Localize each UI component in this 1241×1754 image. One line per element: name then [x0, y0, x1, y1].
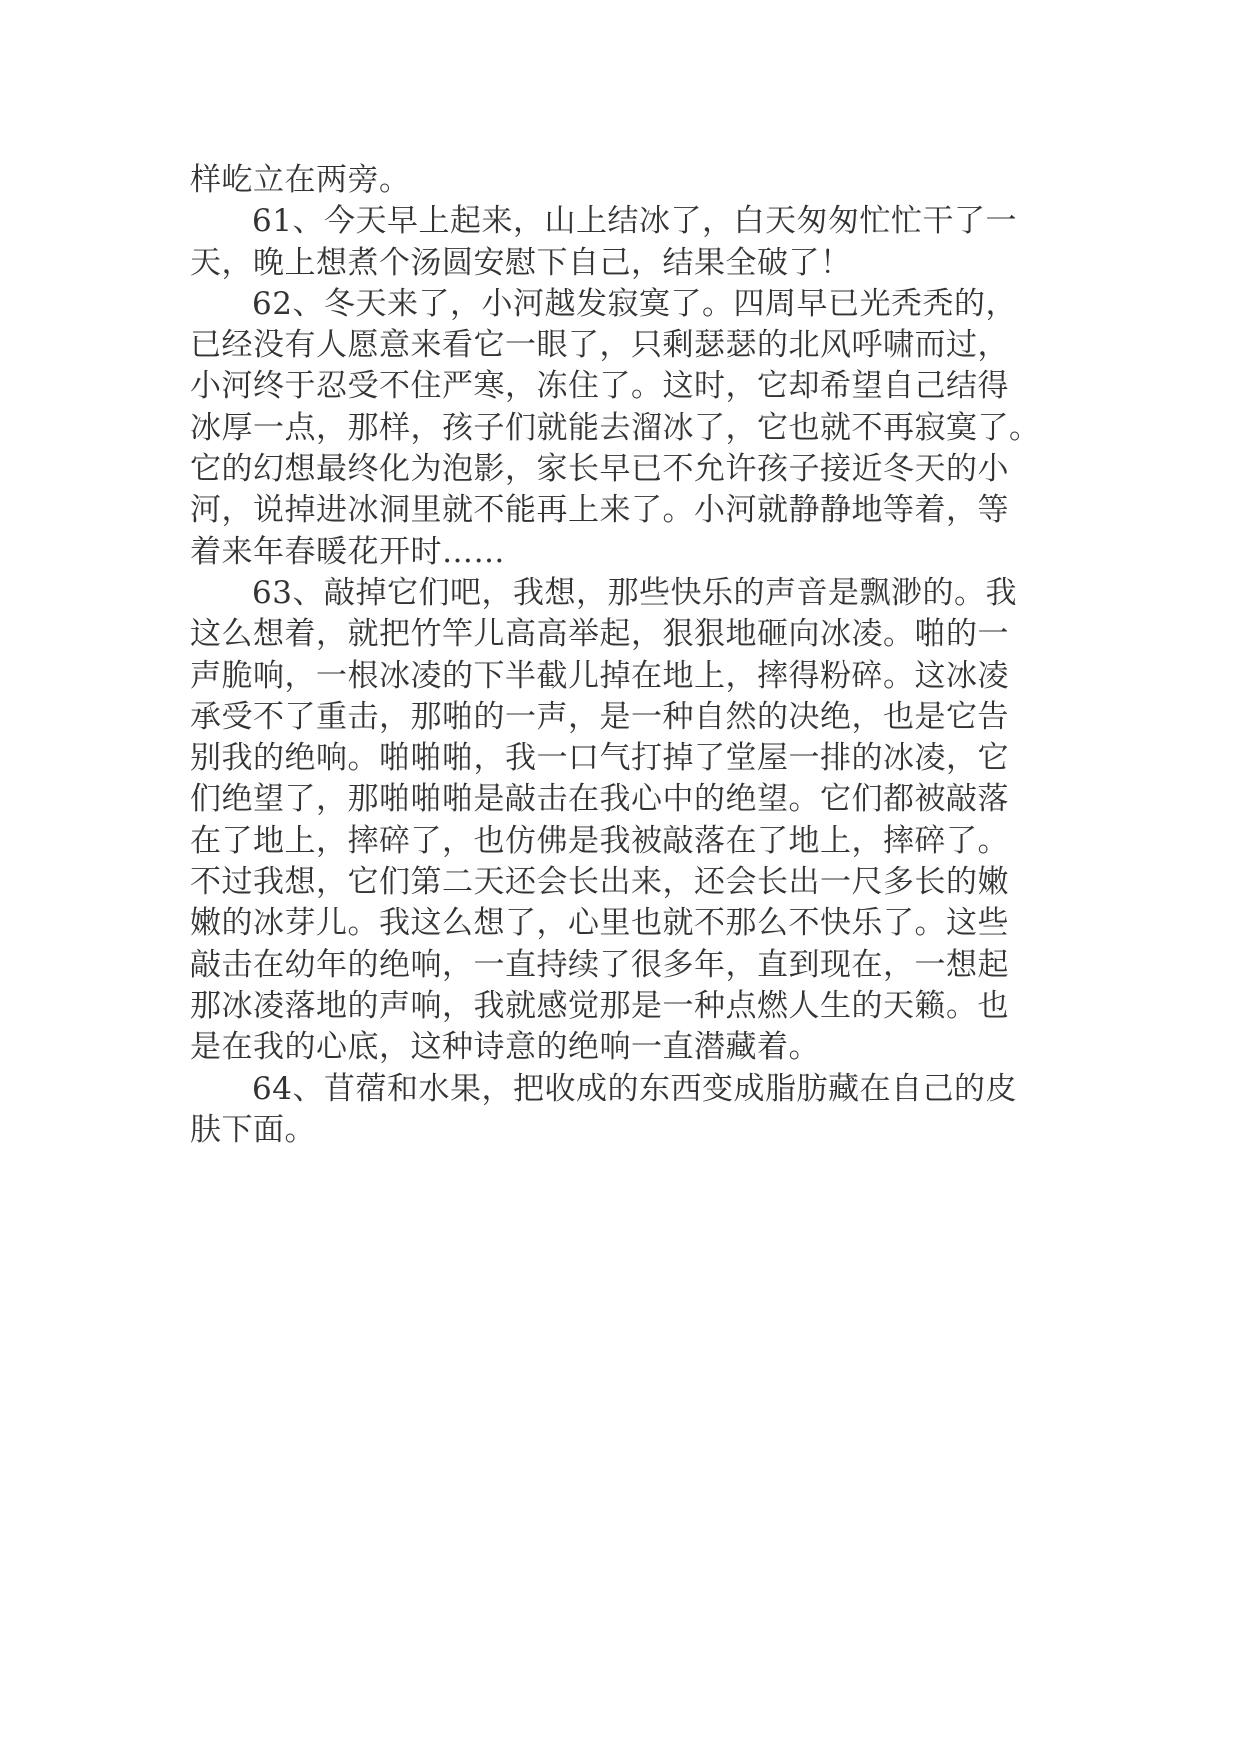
text-line: 冰厚一点，那样，孩子们就能去溜冰了，它也就不再寂寞了。 [190, 409, 1041, 446]
text-line: 那冰凌落地的声响，我就感觉那是一种点燃人生的天籁。也 [190, 987, 1009, 1024]
text-line: 在了地上，摔碎了，也仿佛是我被敲落在了地上，摔碎了。 [190, 822, 1009, 859]
text-line: 着来年春暖花开时…… [190, 533, 505, 570]
text-line: 河，说掉进冰洞里就不能再上来了。小河就静静地等着，等 [190, 492, 1009, 529]
text-line: 天，晚上想煮个汤圆安慰下自己，结果全破了！ [190, 244, 852, 281]
text-line: 64、苜蓿和水果，把收成的东西变成脂肪藏在自己的皮 [252, 1070, 1017, 1107]
text-line: 是在我的心底，这种诗意的绝响一直潜藏着。 [190, 1029, 820, 1066]
text-line: 不过我想，它们第二天还会长出来，还会长出一尺多长的嫩 [190, 864, 1009, 901]
text-line: 这么想着，就把竹竿儿高高举起，狠狠地砸向冰凌。啪的一 [190, 616, 1009, 653]
text-line: 63、敲掉它们吧，我想，那些快乐的声音是飘渺的。我 [252, 574, 1017, 611]
text-line: 别我的绝响。啪啪啪，我一口气打掉了堂屋一排的冰凌，它 [190, 740, 1009, 777]
body-text [190, 160, 1070, 1151]
text-line: 61、今天早上起来，山上结冰了，白天匆匆忙忙干了一 [252, 203, 1017, 240]
text-line: 敲击在幼年的绝响，一直持续了很多年，直到现在，一想起 [190, 946, 1009, 983]
text-line: 样屹立在两旁。 [190, 162, 411, 198]
text-line: 小河终于忍受不住严寒，冻住了。这时，它却希望自己结得 [190, 368, 1009, 405]
text-line: 62、冬天来了，小河越发寂寞了。四周早已光秃秃的， [252, 285, 1017, 322]
text-line: 嫩的冰芽儿。我这么想了，心里也就不那么不快乐了。这些 [190, 905, 1009, 942]
text-line: 声脆响，一根冰凌的下半截儿掉在地上，摔得粉碎。这冰凌 [190, 657, 1009, 694]
text-line: 它的幻想最终化为泡影，家长早已不允许孩子接近冬天的小 [190, 451, 1009, 488]
text-line: 已经没有人愿意来看它一眼了，只剩瑟瑟的北风呼啸而过， [190, 327, 1009, 364]
text-line: 们绝望了，那啪啪啪是敲击在我心中的绝望。它们都被敲落 [190, 781, 1009, 818]
text-line: 承受不了重击，那啪的一声，是一种自然的决绝，也是它告 [190, 698, 1009, 735]
text-line: 肤下面。 [190, 1111, 316, 1148]
